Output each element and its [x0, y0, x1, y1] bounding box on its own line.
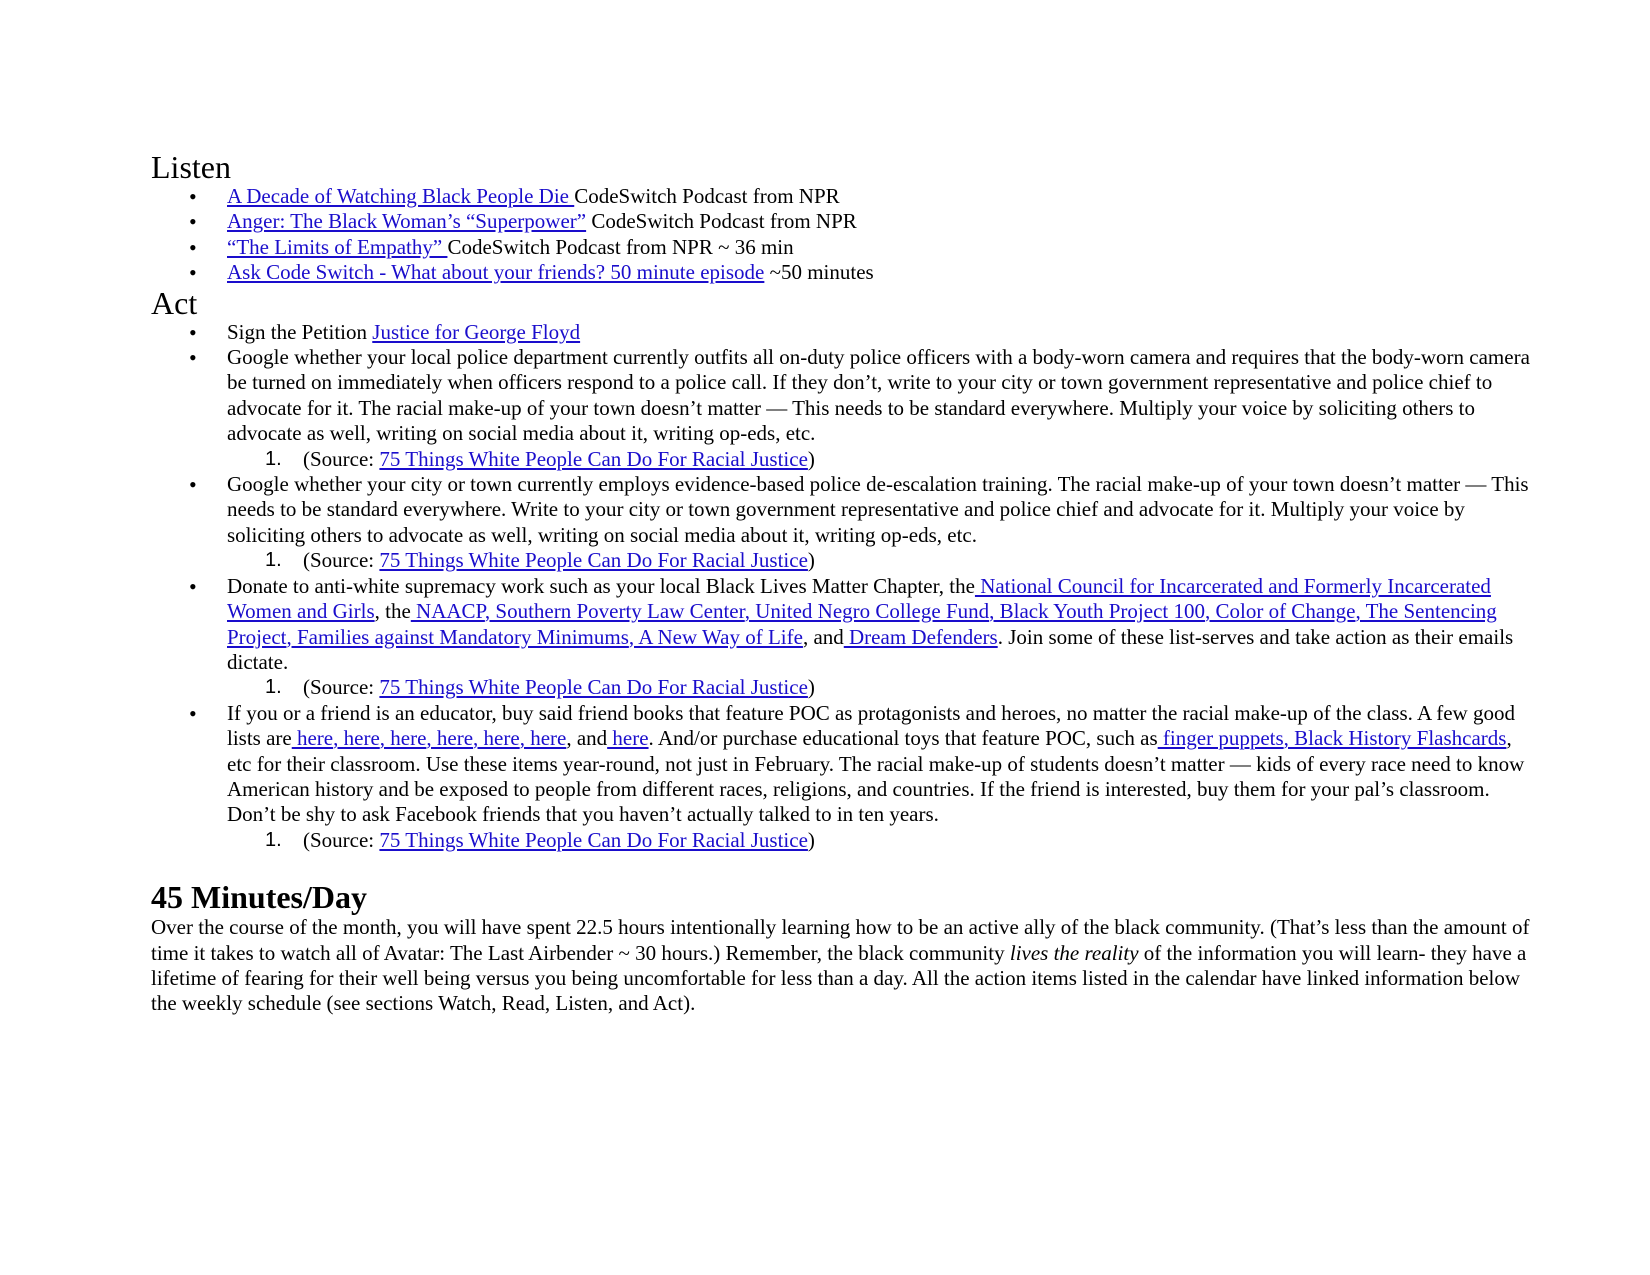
minutes-text: Over the course of the month, you will have spent 22.5 hours intentionally learning how to be an active ally of the black community. (That’s less than the amount of time it takes to watch all of Avatar: The Last Airbender ~ 30 hours.) Remember, the black community	[151, 915, 1530, 965]
educator-text: , and	[566, 726, 608, 751]
here-link[interactable]: , here	[379, 726, 427, 751]
podcast-link[interactable]: Anger: The Black Woman’s “Superpower”	[227, 209, 587, 234]
podcast-desc: CodeSwitch Podcast from NPR	[586, 209, 857, 234]
list-item	[227, 184, 1531, 209]
source-list	[227, 447, 1531, 472]
dream-defenders-link[interactable]: Dream Defenders	[843, 624, 998, 649]
list-item	[227, 472, 1531, 574]
here-link[interactable]: , here	[333, 726, 380, 751]
splc-link[interactable]: , Southern Poverty Law Center	[484, 599, 745, 624]
here-link[interactable]: , here	[519, 726, 567, 751]
podcast-link[interactable]: “The Limits of Empathy”	[227, 234, 448, 259]
source-link[interactable]: 75 Things White People Can Do For Racial Justice	[379, 827, 808, 852]
source-list	[227, 828, 1531, 853]
color-of-change-link[interactable]: , Color of Change	[1204, 599, 1356, 624]
educator-text: . And/or purchase educational toys that feature POC, such as	[648, 726, 1158, 751]
minutes-emphasis: lives the reality	[1009, 940, 1139, 965]
act-heading: Act	[151, 284, 198, 321]
here-link[interactable]: here	[607, 726, 649, 751]
act-list	[151, 320, 1531, 854]
donate-text: Donate to anti-white supremacy work such as your local Black Lives Matter Chapter, the	[227, 573, 975, 598]
source-item	[303, 828, 1531, 853]
source-label: (Source:	[303, 827, 380, 852]
source-item	[303, 548, 1531, 573]
list-item	[227, 701, 1531, 853]
famm-link[interactable]: , Families against Mandatory Minimums	[286, 624, 629, 649]
here-link[interactable]: here	[291, 726, 334, 751]
source-link[interactable]: 75 Things White People Can Do For Racial Justice	[379, 446, 808, 471]
flashcards-link[interactable]: , Black History Flashcards	[1283, 726, 1507, 751]
source-list	[227, 675, 1531, 700]
list-item	[227, 320, 1531, 345]
sentencing-project-link[interactable]: , The Sentencing Project	[227, 599, 1497, 649]
podcast-desc: CodeSwitch Podcast from NPR ~ 36 min	[447, 234, 794, 259]
list-item	[227, 235, 1531, 260]
petition-text: Sign the Petition	[227, 319, 373, 344]
podcast-desc: CodeSwitch Podcast from NPR	[574, 184, 840, 208]
donate-text: , the	[374, 599, 411, 624]
camera-text: Google whether your local police department currently outfits all on-duty police officers with a body-worn camera and requires that the body-worn camera be turned on immediately when officers respond to a police call. If they don’t, write to your city or town government representative and police chief to advocate for it. The racial make-up of your town doesn’t matter — This needs to be standard everywhere. Multiply your voice by soliciting others to advocate as well, writing on social media about it, writing op-eds, etc.	[227, 345, 1530, 446]
uncf-link[interactable]: , United Negro College Fund	[744, 599, 990, 624]
source-item	[303, 675, 1531, 700]
finger-puppets-link[interactable]: finger puppets	[1157, 726, 1284, 751]
podcast-link[interactable]: Ask Code Switch - What about your friends? 50 minute episode	[227, 260, 765, 285]
new-way-of-life-link[interactable]: , A New Way of Life	[628, 624, 803, 649]
listen-list	[151, 184, 1531, 286]
list-item	[227, 209, 1531, 234]
minutes-paragraph	[151, 915, 1531, 1017]
list-item	[227, 260, 1531, 285]
source-item	[303, 447, 1531, 472]
podcast-link[interactable]: A Decade of Watching Black People Die	[227, 184, 575, 208]
source-close: )	[807, 675, 815, 700]
source-close: )	[807, 446, 815, 471]
naacp-link[interactable]: NAACP	[410, 599, 485, 624]
source-link[interactable]: 75 Things White People Can Do For Racial Justice	[379, 675, 808, 700]
educator-text: , etc for their classroom. Use these items year-round, not just in February. The racial make-up of students doesn’t matter — kids of every race need to know American history and be exposed to people from different races, religions, and countries. If the friend is interested, buy them for your pal’s classroom. Don’t be shy to ask Facebook friends that you haven’t actually talked to in ten years.	[227, 726, 1525, 827]
list-item	[227, 574, 1531, 701]
document-page	[151, 150, 1531, 1017]
educator-text: If you or a friend is an educator, buy said friend books that feature POC as protagonists and heroes, no matter the racial make-up of the class. A few good lists are	[227, 700, 1515, 751]
ncifiwg-link[interactable]: National Council for Incarcerated and Formerly Incarcerated Women and Girls	[227, 573, 1491, 624]
source-close: )	[807, 548, 815, 573]
listen-heading: Listen	[151, 149, 231, 185]
source-label: (Source:	[303, 675, 380, 700]
source-link[interactable]: 75 Things White People Can Do For Racial Justice	[379, 548, 808, 573]
source-label: (Source:	[303, 446, 380, 471]
source-list	[227, 548, 1531, 573]
here-link[interactable]: , here	[473, 726, 520, 751]
deescalation-text: Google whether your city or town currently employs evidence-based police de-escalation training. The racial make-up of your town doesn’t matter — This needs to be standard everywhere. Write to your city or town government representative and police chief and advocate for it. Multiply your voice by soliciting others to advocate as well, writing on social media about it, writing op-eds, etc.	[227, 472, 1529, 547]
source-close: )	[807, 827, 815, 852]
minutes-text: of the information you will learn- they have a lifetime of fearing for their well being versus you being uncomfortable for less than a day. All the action items listed in the calendar have linked information below the weekly schedule (see sections Watch, Read, Listen, and Act).	[151, 940, 1527, 1016]
minutes-heading: 45 Minutes/Day	[151, 879, 367, 916]
list-item	[227, 345, 1531, 472]
donate-text: . Join some of these list-serves and take action as their emails dictate.	[227, 624, 1514, 674]
source-label: (Source:	[303, 548, 380, 573]
donate-text: , and	[802, 624, 844, 649]
byp100-link[interactable]: , Black Youth Project 100	[989, 599, 1205, 624]
here-link[interactable]: , here	[426, 726, 474, 751]
petition-link[interactable]: Justice for George Floyd	[372, 319, 581, 344]
podcast-desc: ~50 minutes	[764, 260, 874, 285]
